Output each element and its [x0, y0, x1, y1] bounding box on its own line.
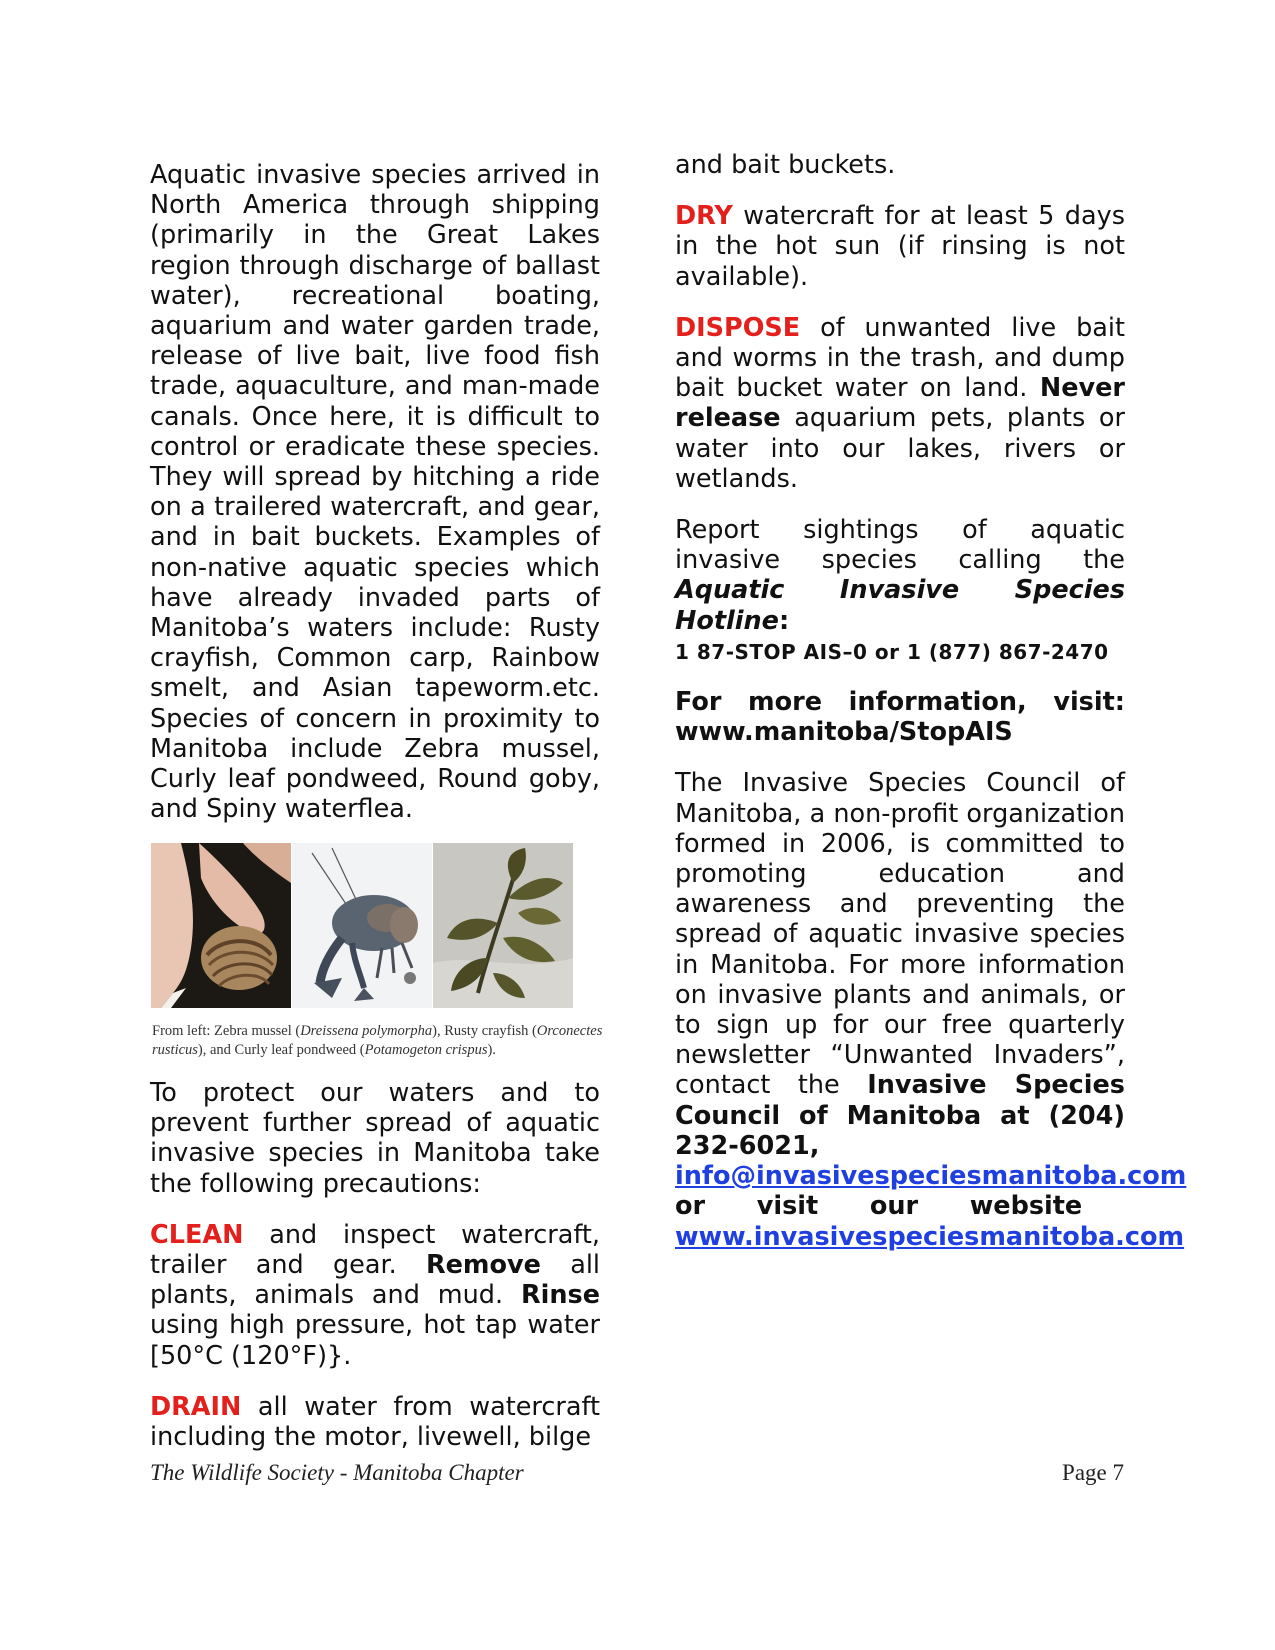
dispose-text: of unwanted live bait and worms in the trash, and dump bait bucket water on land. — [675, 312, 1125, 404]
curly-leaf-pondweed-photo — [433, 843, 573, 1008]
caption-text: From left: Zebra mussel ( — [152, 1023, 301, 1039]
council-text: The Invasive Species Council of Manitoba, a non-profit organization formed in 2006, is committed to promoting education and awareness and preventing the spread of aquatic invasive species in Manitoba. For more information on invasive plants and animals, or to sign up for our free quarterly newsletter “Unwanted Invaders”, contact the — [675, 768, 1125, 1101]
dry-paragraph — [675, 201, 1125, 292]
caption-text: ), and Curly leaf pondweed ( — [197, 1042, 365, 1058]
clean-text: and inspect watercraft, trailer and gear. — [150, 1219, 600, 1281]
report-text: Report sightings of aquatic invasive species calling the — [675, 515, 1125, 576]
hotline-name: Aquatic Invasive Species Hotline — [675, 575, 1125, 636]
dry-heading: DRY — [675, 201, 733, 232]
drain-text: all water from watercraft including the motor, livewell, bilge — [150, 1391, 600, 1453]
clean-heading: CLEAN — [150, 1219, 244, 1250]
left-column — [150, 160, 600, 845]
council-contact: Invasive Species Council of Manitoba at (204) 232-6021, — [675, 1070, 1125, 1161]
never-release-keyword: Never release — [675, 373, 1125, 434]
rusty-crayfish-photo — [292, 843, 432, 1008]
or-visit-text: or visit our website — [675, 1191, 1083, 1222]
council-paragraph — [675, 768, 1187, 1252]
caption-text: ). — [487, 1042, 496, 1058]
right-column — [675, 150, 1187, 1273]
clean-paragraph — [150, 1220, 600, 1371]
zebra-mussel-photo — [151, 843, 291, 1008]
report-paragraph — [675, 515, 1125, 666]
footer-publication: The Wildlife Society - Manitoba Chapter — [150, 1460, 524, 1485]
intro-paragraph: Aquatic invasive species arrived in North America through shipping (primarily in the Great Lakes region through discharge of ballast water), recreational boating, aquarium and water garden trade, release of live bait, live food fish trade, aquaculture, and man-made canals. Once here, it is difficult to control or eradicate these species. They will spread by hitching a ride on a trailered watercraft, and gear, and in bait buckets. Examples of non-native aquatic species which have already invaded parts of Manitoba’s waters include: Rusty crayfish, Common carp, Rainbow smelt, and Asian tapeworm.etc. Species of concern in proximity to Manitoba include Zebra mussel, Curly leaf pondweed, Round goby, and Spiny waterflea. — [150, 160, 600, 825]
more-info-line: For more information, visit: www.manitoba/StopAIS — [675, 687, 1125, 748]
caption-text: ), Rusty crayfish ( — [432, 1023, 537, 1039]
dry-text: watercraft for at least 5 days in the hot sun (if rinsing is not available). — [675, 201, 1125, 292]
drain-paragraph — [150, 1392, 600, 1452]
caption-scientific-name: Dreissena polymorpha — [300, 1023, 433, 1039]
dispose-heading: DISPOSE — [675, 312, 801, 343]
clean-text: all plants, animals and mud. — [150, 1250, 600, 1311]
clean-text: using high pressure, hot tap water [50°C (120°F)}. — [150, 1310, 600, 1371]
left-column-lower — [150, 1078, 600, 1473]
photo-caption — [152, 1022, 652, 1060]
caption-scientific-name: Potamogeton crispus — [364, 1042, 488, 1058]
page-number: Page 7 — [1062, 1460, 1124, 1485]
species-photos — [151, 843, 593, 1008]
protect-paragraph: To protect our waters and to prevent further spread of aquatic invasive species in Manitoba take the following precautions: — [150, 1078, 600, 1199]
rinse-keyword: Rinse — [520, 1280, 600, 1311]
hotline-number: 1 87-STOP AIS–0 or 1 (877) 867-2470 — [675, 639, 1109, 664]
drain-continued: and bait buckets. — [675, 150, 896, 180]
website-link[interactable]: www.invasivespeciesmanitoba.com — [675, 1221, 1185, 1252]
caption-scientific-name: Orconectes rusticus — [152, 1023, 603, 1058]
remove-keyword: Remove — [425, 1250, 541, 1281]
dispose-text: aquarium pets, plants or water into our lakes, rivers or wetlands. — [675, 403, 1125, 494]
email-link[interactable]: info@invasivespeciesmanitoba.com — [675, 1161, 1187, 1192]
dispose-paragraph — [675, 313, 1125, 494]
drain-heading: DRAIN — [150, 1391, 242, 1422]
hotline-colon: : — [778, 605, 790, 636]
